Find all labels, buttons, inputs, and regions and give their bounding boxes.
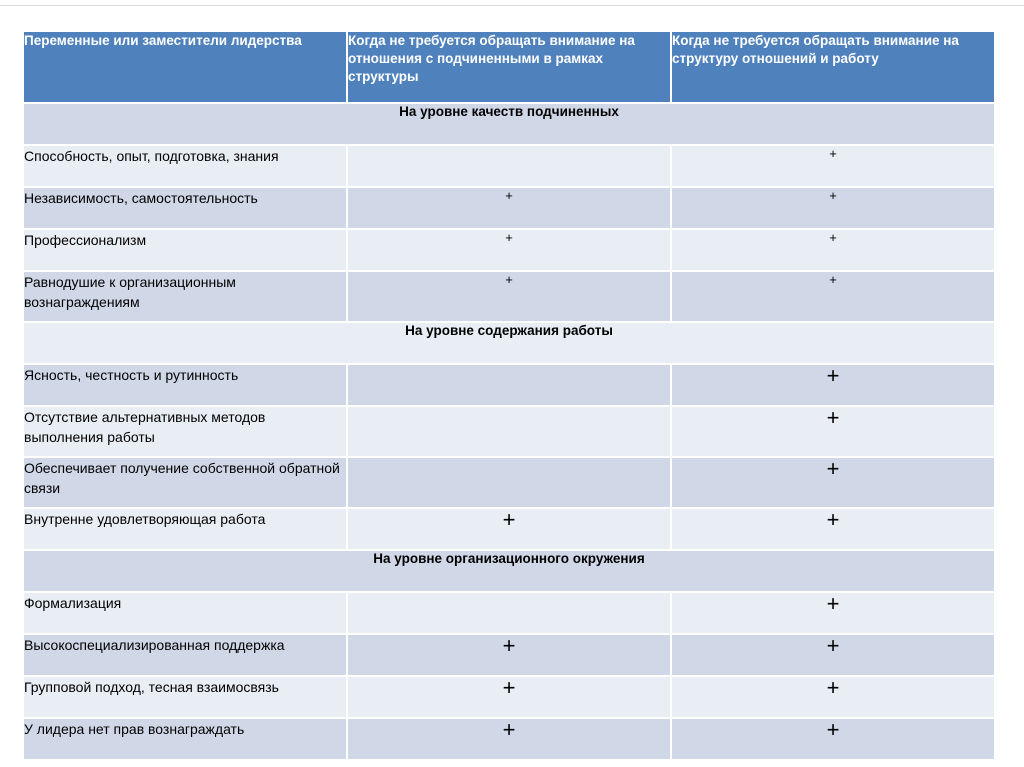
section-title-subordinates: На уровне качеств подчиненных xyxy=(23,103,995,145)
cell-col1: + xyxy=(347,508,671,550)
row-label: Формализация xyxy=(23,592,347,634)
cell-col2: + xyxy=(671,508,995,550)
cell-col1 xyxy=(347,145,671,187)
cell-col2: + xyxy=(671,364,995,406)
cell-col1 xyxy=(347,364,671,406)
cell-col1 xyxy=(347,457,671,508)
cell-col1 xyxy=(347,406,671,457)
cell-col2: + xyxy=(671,634,995,676)
cell-col1: + xyxy=(347,718,671,760)
row-label: У лидера нет прав вознаграждать xyxy=(23,718,347,760)
cell-col2: + xyxy=(671,592,995,634)
row-label: Способность, опыт, подготовка, знания xyxy=(23,145,347,187)
cell-col2: + xyxy=(671,187,995,229)
row-label: Групповой подход, тесная взаимосвязь xyxy=(23,676,347,718)
row-label: Высокоспециализированная поддержка xyxy=(23,634,347,676)
cell-col1: + xyxy=(347,676,671,718)
cell-col2: + xyxy=(671,229,995,271)
cell-col2: + xyxy=(671,457,995,508)
row-label: Независимость, самостоятельность xyxy=(23,187,347,229)
cell-col1: + xyxy=(347,187,671,229)
header-variables: Переменные или заместители лидерства xyxy=(23,31,347,103)
table-row xyxy=(23,634,995,676)
row-label: Отсутствие альтернативных методов выполнения работы xyxy=(23,406,347,457)
row-label: Обеспечивает получение собственной обратной связи xyxy=(23,457,347,508)
section-row xyxy=(23,550,995,592)
cell-col1: + xyxy=(347,634,671,676)
table-row xyxy=(23,229,995,271)
table-row xyxy=(23,592,995,634)
table-row xyxy=(23,271,995,322)
table-row xyxy=(23,718,995,760)
table-row xyxy=(23,457,995,508)
row-label: Равнодушие к организационным вознаграждениям xyxy=(23,271,347,322)
header-no-relations: Когда не требуется обращать внимание на отношения с подчиненными в рамках структуры xyxy=(347,31,671,103)
cell-col2: + xyxy=(671,406,995,457)
header-no-structure: Когда не требуется обращать внимание на структуру отношений и работу xyxy=(671,31,995,103)
cell-col2: + xyxy=(671,676,995,718)
table-row xyxy=(23,364,995,406)
cell-col1 xyxy=(347,592,671,634)
top-divider xyxy=(0,5,1024,6)
section-row xyxy=(23,103,995,145)
table-row xyxy=(23,187,995,229)
cell-col2: + xyxy=(671,271,995,322)
row-label: Ясность, честность и рутинность xyxy=(23,364,347,406)
cell-col2: + xyxy=(671,145,995,187)
table-row xyxy=(23,508,995,550)
section-row xyxy=(23,322,995,364)
table-header-row xyxy=(23,31,995,103)
cell-col2: + xyxy=(671,718,995,760)
section-title-org-environment: На уровне организационного окружения xyxy=(23,550,995,592)
cell-col1: + xyxy=(347,271,671,322)
section-title-work-content: На уровне содержания работы xyxy=(23,322,995,364)
table-row xyxy=(23,145,995,187)
row-label: Внутренне удовлетворяющая работа xyxy=(23,508,347,550)
table-row xyxy=(23,406,995,457)
leadership-substitutes-table xyxy=(22,30,996,761)
table-row xyxy=(23,676,995,718)
row-label: Профессионализм xyxy=(23,229,347,271)
cell-col1: + xyxy=(347,229,671,271)
